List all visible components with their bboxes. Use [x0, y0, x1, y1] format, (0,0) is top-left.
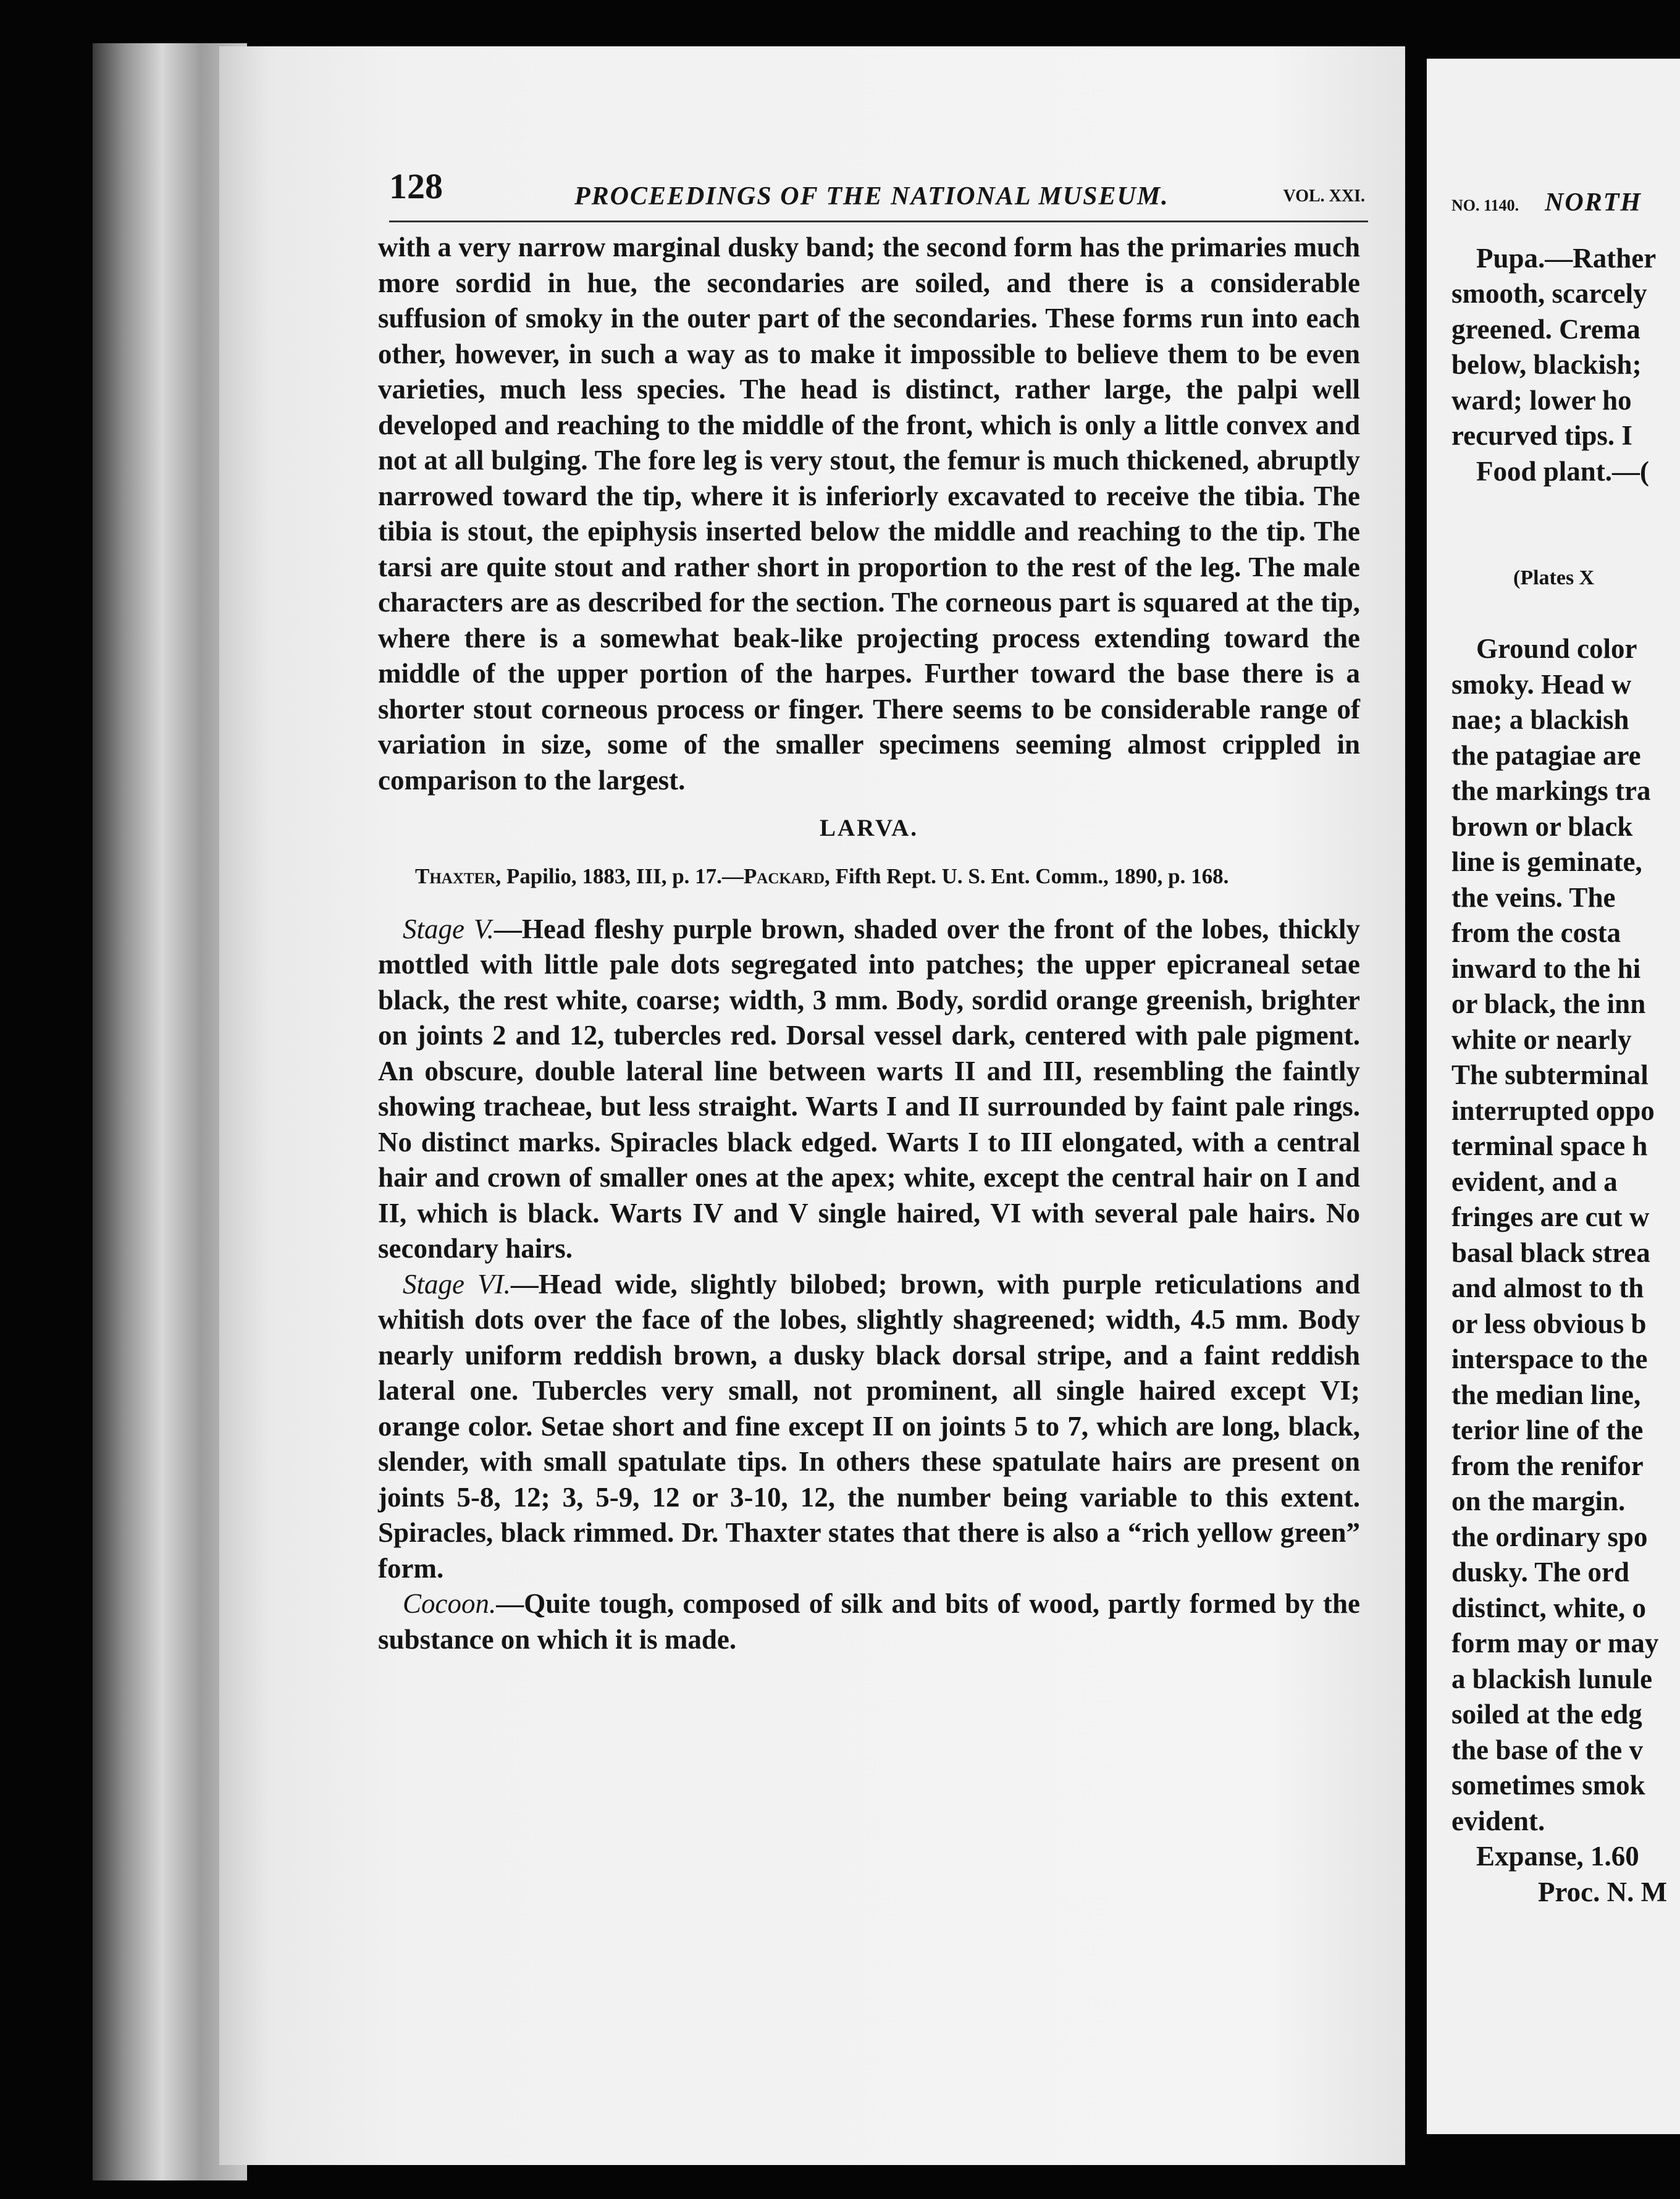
citation-ref-2: , Fifth Rept. U. S. Ent. Comm., 1890, p. 168.	[825, 864, 1229, 888]
citation	[378, 861, 1360, 892]
right-page-line: greened. Crema	[1451, 313, 1640, 345]
stage-vi-text: —Head wide, slightly bilobed; brown, with purple reticulations and whitish dots over the face of the lobes, slightly shagreened; width, 4.5 mm. Body nearly uniform reddish brown, a dusky black dorsal stripe, and a faint reddish lateral one. Tubercles very small, not prominent, all single haired except VI; orange color. Setae short and fine except II on joints 5 to 7, which are long, black, slender, with small spatulate tips. In others these spatulate hairs are present on joints 5-8, 12; 3, 5-9, 12 or 3-10, 12, the number being variable to this extent. Spiracles, black rimmed. Dr. Thaxter states that there is also a “rich yellow green” form.	[378, 1268, 1360, 1584]
right-page-line: Proc. N. M	[1538, 1876, 1668, 1907]
right-page-line: basal black strea	[1451, 1237, 1650, 1268]
right-page-line: sometimes smok	[1451, 1770, 1645, 1801]
right-page-line: Pupa.—Rather	[1476, 242, 1657, 274]
stage-v-text: —Head fleshy purple brown, shaded over the front of the lobes, thickly mottled with little pale dots segregated into patches; the upper epicraneal setae black, the rest white, coarse; width, 3 mm. Body, sordid orange greenish, brighter on joints 2 and 12, tubercles red. Dorsal vessel dark, centered with pale pigment. An obscure, double lateral line between warts II and III, resembling the faintly showing tracheae, but less straight. Warts I and II surrounded by faint pale rings. No distinct marks. Spiracles black edged. Warts I to III elongated, with a central hair and crown of smaller ones at the apex; white, except the central hair on I and II, which is black. Warts IV and V single haired, VI with several pale hairs. No secondary hairs.	[378, 913, 1360, 1264]
right-page-line	[1451, 525, 1680, 561]
right-page-column	[1451, 185, 1680, 1910]
right-page-line: nae; a blackish	[1451, 704, 1629, 735]
right-page-line: smooth, scarcely	[1451, 278, 1647, 309]
stage-vi-label: Stage VI.	[403, 1268, 511, 1300]
left-page-body	[378, 230, 1360, 1657]
right-page-line: or black, the inn	[1451, 988, 1646, 1019]
right-page-line: terior line of the	[1451, 1415, 1644, 1445]
volume-label: VOL. XXI.	[1283, 187, 1365, 206]
right-page-line: Ground color	[1476, 633, 1637, 664]
right-page-line	[1451, 489, 1680, 525]
paragraph-continued: with a very narrow marginal dusky band; the second form has the primaries much more sordid in hue, the secondaries are soiled, and there is a considerable suffusion of smoky in the outer part of the secondaries. These forms run into each other, however, in such a way as to make it impossible to believe them to be even varieties, much less species. The head is distinct, rather large, the palpi well developed and reaching to the middle of the front, which is only a little convex and not at all bulging. The fore leg is very stout, the femur is much thickened, abruptly narrowed toward the tip, where it is inferiorly excavated to receive the tibia. The tibia is stout, the epiphysis inserted below the middle and reaching to the tip. The tarsi are quite stout and rather short in proportion to the rest of the leg. The male characters are as described for the section. The corneous part is squared at the tip, where there is a somewhat beak-like projecting process extending toward the middle of the upper portion of the harpes. Further toward the base there is a shorter stout corneous process or finger. There seems to be considerable range of variation in size, some of the smaller specimens seeming almost crippled in comparison to the largest.	[378, 232, 1360, 796]
right-page-line: Food plant.—(	[1476, 455, 1650, 487]
right-page-line: below, blackish;	[1451, 349, 1642, 380]
header-rule	[389, 221, 1368, 222]
running-title: PROCEEDINGS OF THE NATIONAL MUSEUM.	[574, 182, 1169, 211]
running-head	[389, 166, 1365, 221]
right-page-line: fringes are cut w	[1451, 1201, 1650, 1232]
right-page-line: (Plates X	[1513, 566, 1595, 589]
right-page-line: or less obvious b	[1451, 1308, 1647, 1339]
right-page-line: smoky. Head w	[1451, 668, 1632, 700]
right-page-line: form may or may	[1451, 1628, 1659, 1659]
right-page-line	[1451, 596, 1680, 632]
cocoon-label: Cocoon.	[403, 1588, 497, 1619]
stage-v-paragraph	[378, 912, 1360, 1267]
right-page-title: NORTH	[1545, 188, 1642, 217]
stage-v-label: Stage V.	[403, 913, 494, 944]
right-page-line: white or nearly	[1451, 1024, 1632, 1055]
right-page-line: on the margin.	[1451, 1486, 1626, 1516]
right-page-line: distinct, white, o	[1451, 1592, 1646, 1623]
right-page-line: interspace to the	[1451, 1343, 1648, 1374]
section-heading: LARVA.	[819, 815, 919, 841]
cocoon-paragraph	[378, 1586, 1360, 1657]
right-page-line: inward to the hi	[1451, 952, 1641, 984]
right-page-line: interrupted oppo	[1451, 1095, 1655, 1126]
right-page-line: brown or black	[1451, 810, 1633, 842]
right-page-line: and almost to th	[1451, 1272, 1644, 1303]
right-page-line: Expanse, 1.60	[1476, 1841, 1639, 1872]
right-page-line: line is geminate,	[1451, 846, 1642, 877]
citation-author-2: Packard	[743, 864, 825, 888]
citation-ref-1: , Papilio, 1883, III, p. 17.—	[495, 864, 744, 888]
cocoon-text: —Quite tough, composed of silk and bits of wood, partly formed by the substance on which it is made.	[378, 1588, 1360, 1655]
right-page-line: the base of the v	[1451, 1734, 1643, 1765]
right-page-line: the ordinary spo	[1451, 1521, 1648, 1552]
right-page-line: The subterminal	[1451, 1059, 1648, 1090]
right-page-line: ward; lower ho	[1451, 384, 1632, 416]
page-number: 128	[389, 166, 443, 206]
citation-author-1: Thaxter	[415, 864, 496, 888]
right-page-line: recurved tips. I	[1451, 420, 1632, 451]
right-page-line: evident.	[1451, 1805, 1545, 1836]
right-page-line: the median line,	[1451, 1379, 1641, 1410]
stage-vi-paragraph	[378, 1267, 1360, 1587]
right-page-line: the veins. The	[1451, 881, 1616, 913]
right-page-line: soiled at the edg	[1451, 1699, 1642, 1730]
right-page-line: from the costa	[1451, 917, 1621, 948]
right-page-lines	[1451, 241, 1680, 1911]
page-gutter	[1405, 37, 1427, 2174]
right-page-line: from the renifor	[1451, 1450, 1644, 1481]
right-page-issue-number: NO. 1140.	[1451, 196, 1519, 214]
right-page-line: dusky. The ord	[1451, 1557, 1630, 1587]
right-page-line: a blackish lunule	[1451, 1663, 1653, 1694]
right-page-line: terminal space h	[1451, 1130, 1648, 1161]
right-running-head	[1451, 185, 1680, 224]
right-page-line: the markings tra	[1451, 775, 1651, 806]
right-page-line: evident, and a	[1451, 1166, 1618, 1197]
right-page-line: the patagiae are	[1451, 739, 1641, 771]
